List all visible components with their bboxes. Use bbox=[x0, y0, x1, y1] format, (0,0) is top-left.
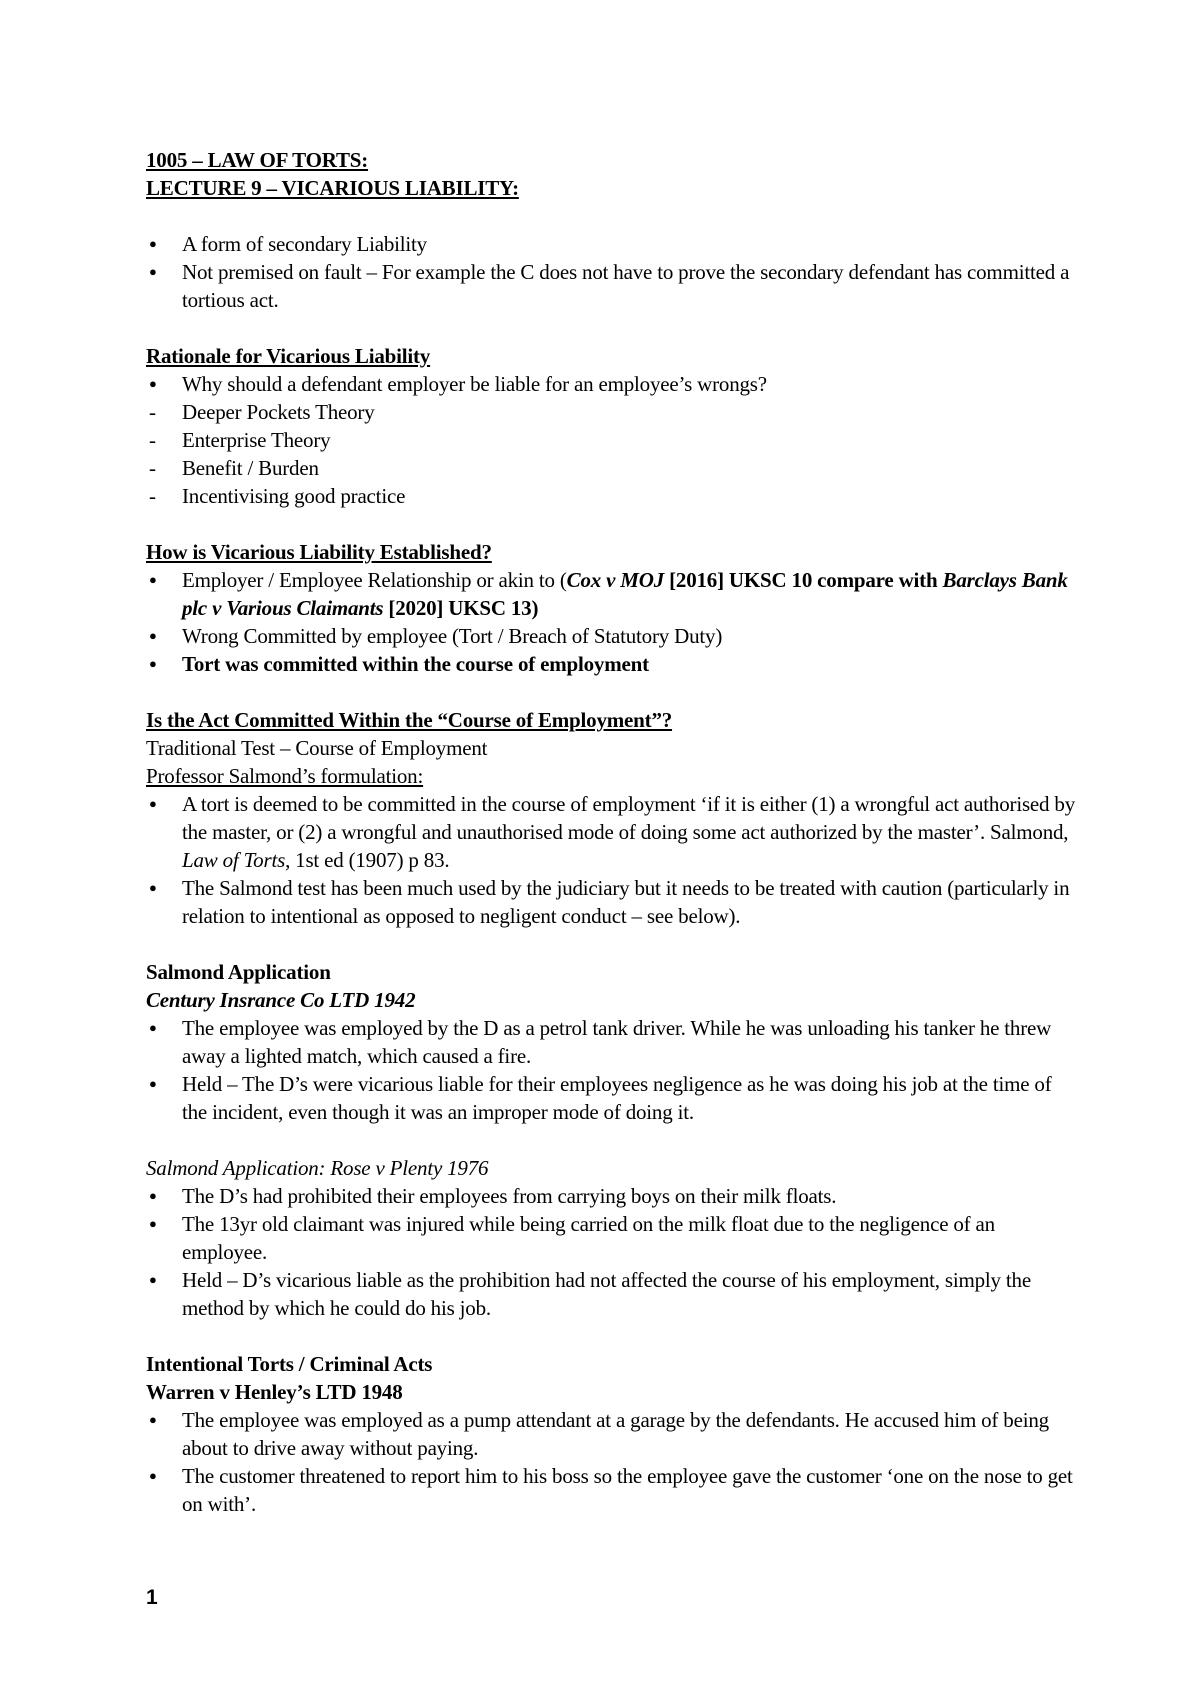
text-run: [2020] UKSC 13) bbox=[383, 596, 539, 620]
list-item: ● Not premised on fault – For example the C does not have to prove the secondary defendant has committed a tortious act. bbox=[146, 258, 1076, 314]
document-page bbox=[146, 146, 1076, 1518]
course-list bbox=[146, 790, 1076, 930]
list-item: ● Held – D’s vicarious liable as the prohibition had not affected the course of his employment, simply the method by which he could do his job. bbox=[146, 1266, 1076, 1322]
case-name: Cox v MOJ bbox=[566, 568, 665, 592]
page-number: 1 bbox=[146, 1586, 158, 1609]
list-item: ● Tort was committed within the course of employment bbox=[146, 650, 1076, 678]
intentional-heading: Intentional Torts / Criminal Acts bbox=[146, 1352, 433, 1376]
doc-title-line2: LECTURE 9 – VICARIOUS LIABILITY: bbox=[146, 176, 519, 200]
century-case-heading: Century Insrance Co LTD 1942 bbox=[146, 988, 416, 1012]
warren-case-heading: Warren v Henley’s LTD 1948 bbox=[146, 1380, 403, 1404]
established-list bbox=[146, 566, 1076, 678]
text-run: [2016] UKSC 10 compare with bbox=[664, 568, 943, 592]
salmond-application-heading: Salmond Application bbox=[146, 960, 331, 984]
list-item: - Deeper Pockets Theory bbox=[146, 398, 1076, 426]
list-item bbox=[146, 790, 1076, 874]
text-run: Employer / Employee Relationship or akin to ( bbox=[182, 568, 567, 592]
rose-heading: Salmond Application: Rose v Plenty 1976 bbox=[146, 1156, 489, 1180]
traditional-test: Traditional Test – Course of Employment bbox=[146, 736, 488, 760]
established-heading: How is Vicarious Liability Established? bbox=[146, 540, 492, 564]
list-item: ● The employee was employed as a pump attendant at a garage by the defendants. He accused him of being about to drive away without paying. bbox=[146, 1406, 1076, 1462]
salmond-formulation: Professor Salmond’s formulation: bbox=[146, 764, 424, 788]
century-list bbox=[146, 1014, 1076, 1126]
list-item bbox=[146, 566, 1076, 622]
list-item: ● The Salmond test has been much used by the judiciary but it needs to be treated with caution (particularly in relation to intentional as opposed to negligent conduct – see below). bbox=[146, 874, 1076, 930]
list-item: ● The 13yr old claimant was injured while being carried on the milk float due to the negligence of an employee. bbox=[146, 1210, 1076, 1266]
rose-list bbox=[146, 1182, 1076, 1322]
rationale-heading: Rationale for Vicarious Liability bbox=[146, 344, 431, 368]
case-name: Barclays Bank plc v Various Claimants bbox=[182, 568, 1068, 620]
list-item: - Enterprise Theory bbox=[146, 426, 1076, 454]
list-item: ● The employee was employed by the D as a petrol tank driver. While he was unloading his tanker he threw away a lighted match, which caused a fire. bbox=[146, 1014, 1076, 1070]
intro-list bbox=[146, 230, 1076, 314]
list-item: - Benefit / Burden bbox=[146, 454, 1076, 482]
book-title: Law of Torts bbox=[182, 848, 286, 872]
rationale-list bbox=[146, 370, 1076, 510]
list-item: ● The D’s had prohibited their employees from carrying boys on their milk floats. bbox=[146, 1182, 1076, 1210]
text-run: A tort is deemed to be committed in the course of employment ‘if it is either (1) a wrongful act authorised by the master, or (2) a wrongful and unauthorised mode of doing some act authorized by the master’. Salmond, bbox=[182, 792, 1076, 844]
list-item: - Incentivising good practice bbox=[146, 482, 1076, 510]
doc-title-line1: 1005 – LAW OF TORTS: bbox=[146, 148, 369, 172]
list-item: ● A form of secondary Liability bbox=[146, 230, 1076, 258]
warren-list bbox=[146, 1406, 1076, 1518]
text-run: , 1st ed (1907) p 83. bbox=[285, 848, 450, 872]
list-item: ● Why should a defendant employer be liable for an employee’s wrongs? bbox=[146, 370, 1076, 398]
list-item: ● Wrong Committed by employee (Tort / Breach of Statutory Duty) bbox=[146, 622, 1076, 650]
list-item: ● Held – The D’s were vicarious liable for their employees negligence as he was doing his job at the time of the incident, even though it was an improper mode of doing it. bbox=[146, 1070, 1076, 1126]
list-item: ● The customer threatened to report him to his boss so the employee gave the customer ‘one on the nose to get on with’. bbox=[146, 1462, 1076, 1518]
course-heading: Is the Act Committed Within the “Course of Employment”? bbox=[146, 708, 673, 732]
